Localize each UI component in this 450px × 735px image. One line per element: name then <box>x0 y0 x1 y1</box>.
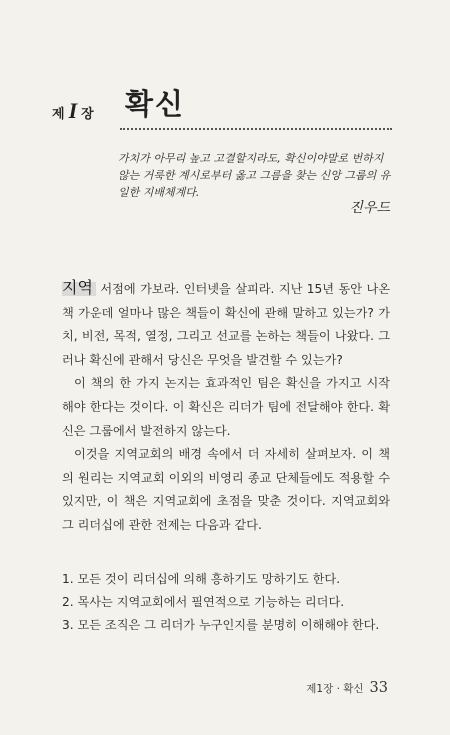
chapter-prefix: 제 <box>52 107 65 122</box>
paragraph-1-text: 서점에 가보라. 인터넷을 살피라. 지난 15년 동안 나온 책 가운데 얼마나 많은 책들이 확신에 관해 말하고 있는가? 가치, 비전, 목적, 열정, 그리고 선교를 논하는 책들이 나왔다. 그러나 확신에 관해서 당신은 무엇을 발견할 수 있는가? <box>62 282 390 367</box>
epigraph-quote: 가치가 아무리 높고 고결할지라도, 확신이야말로 번하지 않는 거룩한 계시로부터 옳고 그름을 찾는 신앙 그룹의 유일한 지배체계다. <box>118 152 391 199</box>
chapter-suffix: 장 <box>81 107 94 122</box>
list-item: 2. 목사는 지역교회에서 필연적으로 기능하는 리더다. <box>62 595 345 609</box>
paragraph-1 <box>62 276 390 372</box>
lead-word: 지역 <box>62 278 93 297</box>
page-footer <box>306 680 388 696</box>
body-text <box>62 276 390 538</box>
list-item: 1. 모든 것이 리더십에 의해 흥하기도 망하기도 한다. <box>62 572 341 586</box>
paragraph-2: 이 책의 한 가지 논지는 효과적인 팀은 확신을 가지고 시작해야 한다는 것이다. 이 확신은 리더가 팀에 전달해야 한다. 확신은 그룹에서 발전하지 않는다. <box>62 376 390 438</box>
chapter-title: 확신 <box>125 87 186 121</box>
paragraph-3: 이것을 지역교회의 배경 속에서 더 자세히 살펴보자. 이 책의 원리는 지역교회 이외의 비영리 종교 단체들에도 적용할 수 있지만, 이 책은 지역교회에 초점을 맞춘 것이다. 지역교회와 그 리더십에 관한 전제는 다음과 같다. <box>62 447 390 532</box>
dotted-divider <box>120 128 392 130</box>
lead-word-highlight <box>62 278 96 297</box>
running-head: 제1장 · 확신 <box>306 683 364 695</box>
chapter-number: I <box>68 98 78 123</box>
page-number: 33 <box>369 680 388 696</box>
list-item: 3. 모든 조직은 그 리더가 누구인지를 분명히 이해해야 한다. <box>62 618 380 632</box>
premise-list <box>62 568 390 637</box>
epigraph-author: 진우드 <box>349 200 390 216</box>
chapter-label <box>52 98 94 124</box>
